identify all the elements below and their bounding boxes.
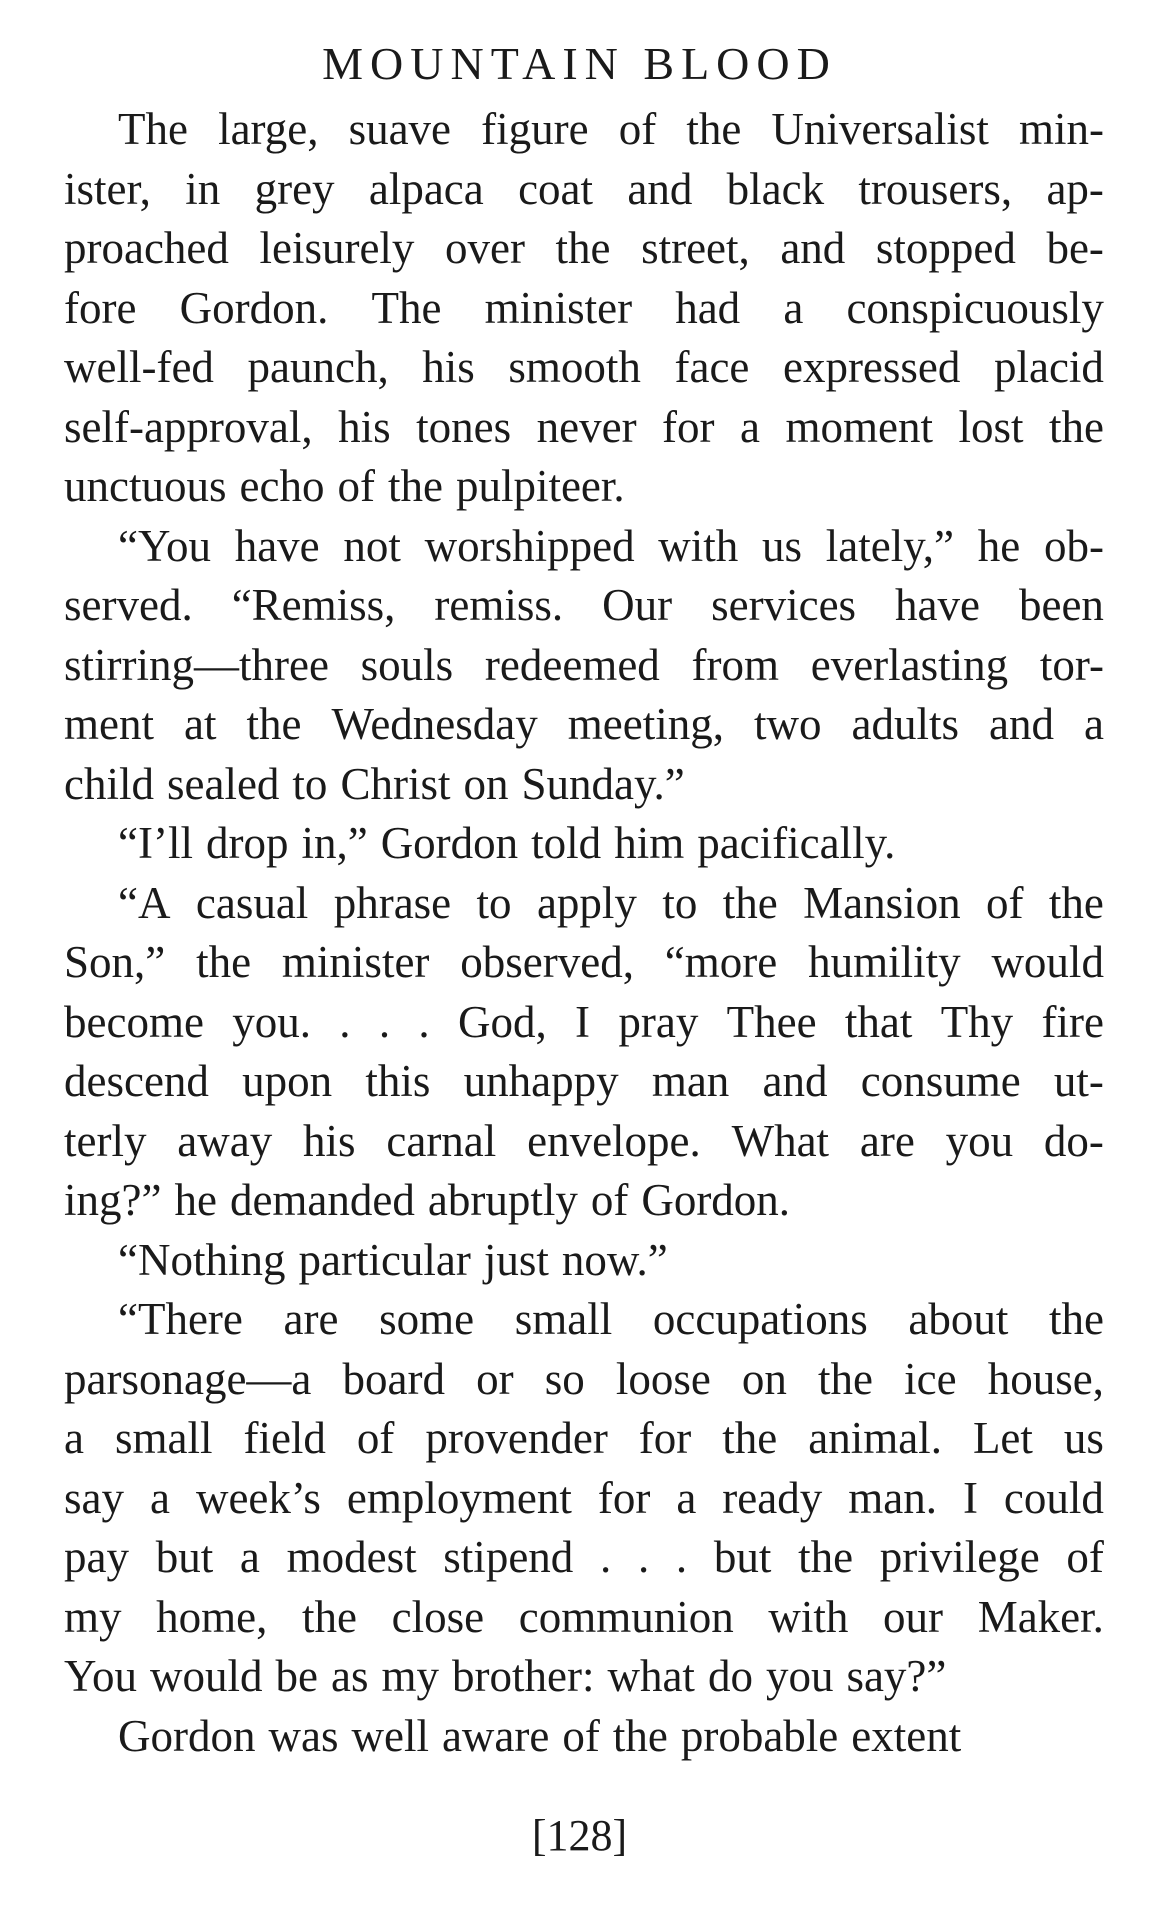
body-text — [64, 100, 1104, 1766]
text-line: served. “Remiss, remiss. Our services have been — [64, 580, 1104, 630]
page-number: [128] — [531, 1811, 628, 1860]
text-line: “There are some small occupations about the — [118, 1294, 1104, 1344]
text-line: fore Gordon. The minister had a conspicuously — [64, 282, 1104, 333]
text-line: unctuous echo of the pulpiteer. — [64, 461, 625, 511]
text-line: a small field of provender for the animal. Let us — [64, 1413, 1104, 1463]
text-line: Son,” the minister observed, “more humility would — [64, 937, 1104, 987]
text-line: “Nothing particular just now.” — [118, 1234, 668, 1285]
text-line: say a week’s employment for a ready man. I could — [64, 1472, 1104, 1523]
text-line: “A casual phrase to apply to the Mansion of the — [118, 877, 1104, 928]
text-line: ister, in grey alpaca coat and black trousers, ap- — [64, 163, 1104, 214]
text-line: well-fed paunch, his smooth face expressed placid — [64, 342, 1104, 392]
paragraph — [64, 874, 1104, 1231]
paragraph — [64, 517, 1104, 815]
text-line: descend upon this unhappy man and consume ut- — [64, 1056, 1104, 1106]
text-line: terly away his carnal envelope. What are you do- — [64, 1115, 1104, 1166]
paragraph — [64, 100, 1104, 517]
running-title: MOUNTAIN BLOOD — [322, 38, 837, 89]
text-line: ment at the Wednesday meeting, two adults and a — [64, 699, 1104, 749]
paragraph — [64, 1290, 1104, 1707]
text-line: Gordon was well aware of the probable extent — [118, 1710, 962, 1761]
text-line: my home, the close communion with our Maker. — [64, 1591, 1104, 1642]
text-line: The large, suave figure of the Universalist min- — [118, 104, 1104, 154]
text-line: ing?” he demanded abruptly of Gordon. — [64, 1175, 791, 1225]
paragraph — [64, 814, 1104, 874]
text-line: child sealed to Christ on Sunday.” — [64, 758, 685, 809]
text-line: You would be as my brother: what do you say?” — [64, 1651, 947, 1701]
text-line: “You have not worshipped with us lately,” he ob- — [118, 520, 1104, 571]
text-line: parsonage—a board or so loose on the ice house, — [64, 1353, 1104, 1404]
paragraph — [64, 1707, 1104, 1767]
text-line: become you. . . . God, I pray Thee that Thy fire — [64, 996, 1104, 1047]
text-line: stirring—three souls redeemed from everlasting tor- — [64, 639, 1104, 690]
text-line: proached leisurely over the street, and stopped be- — [64, 223, 1104, 273]
text-line: “I’ll drop in,” Gordon told him pacifically. — [118, 818, 896, 868]
text-line: self-approval, his tones never for a moment lost the — [64, 401, 1104, 452]
paragraph — [64, 1231, 1104, 1291]
text-line: pay but a modest stipend . . . but the privilege of — [64, 1532, 1104, 1582]
